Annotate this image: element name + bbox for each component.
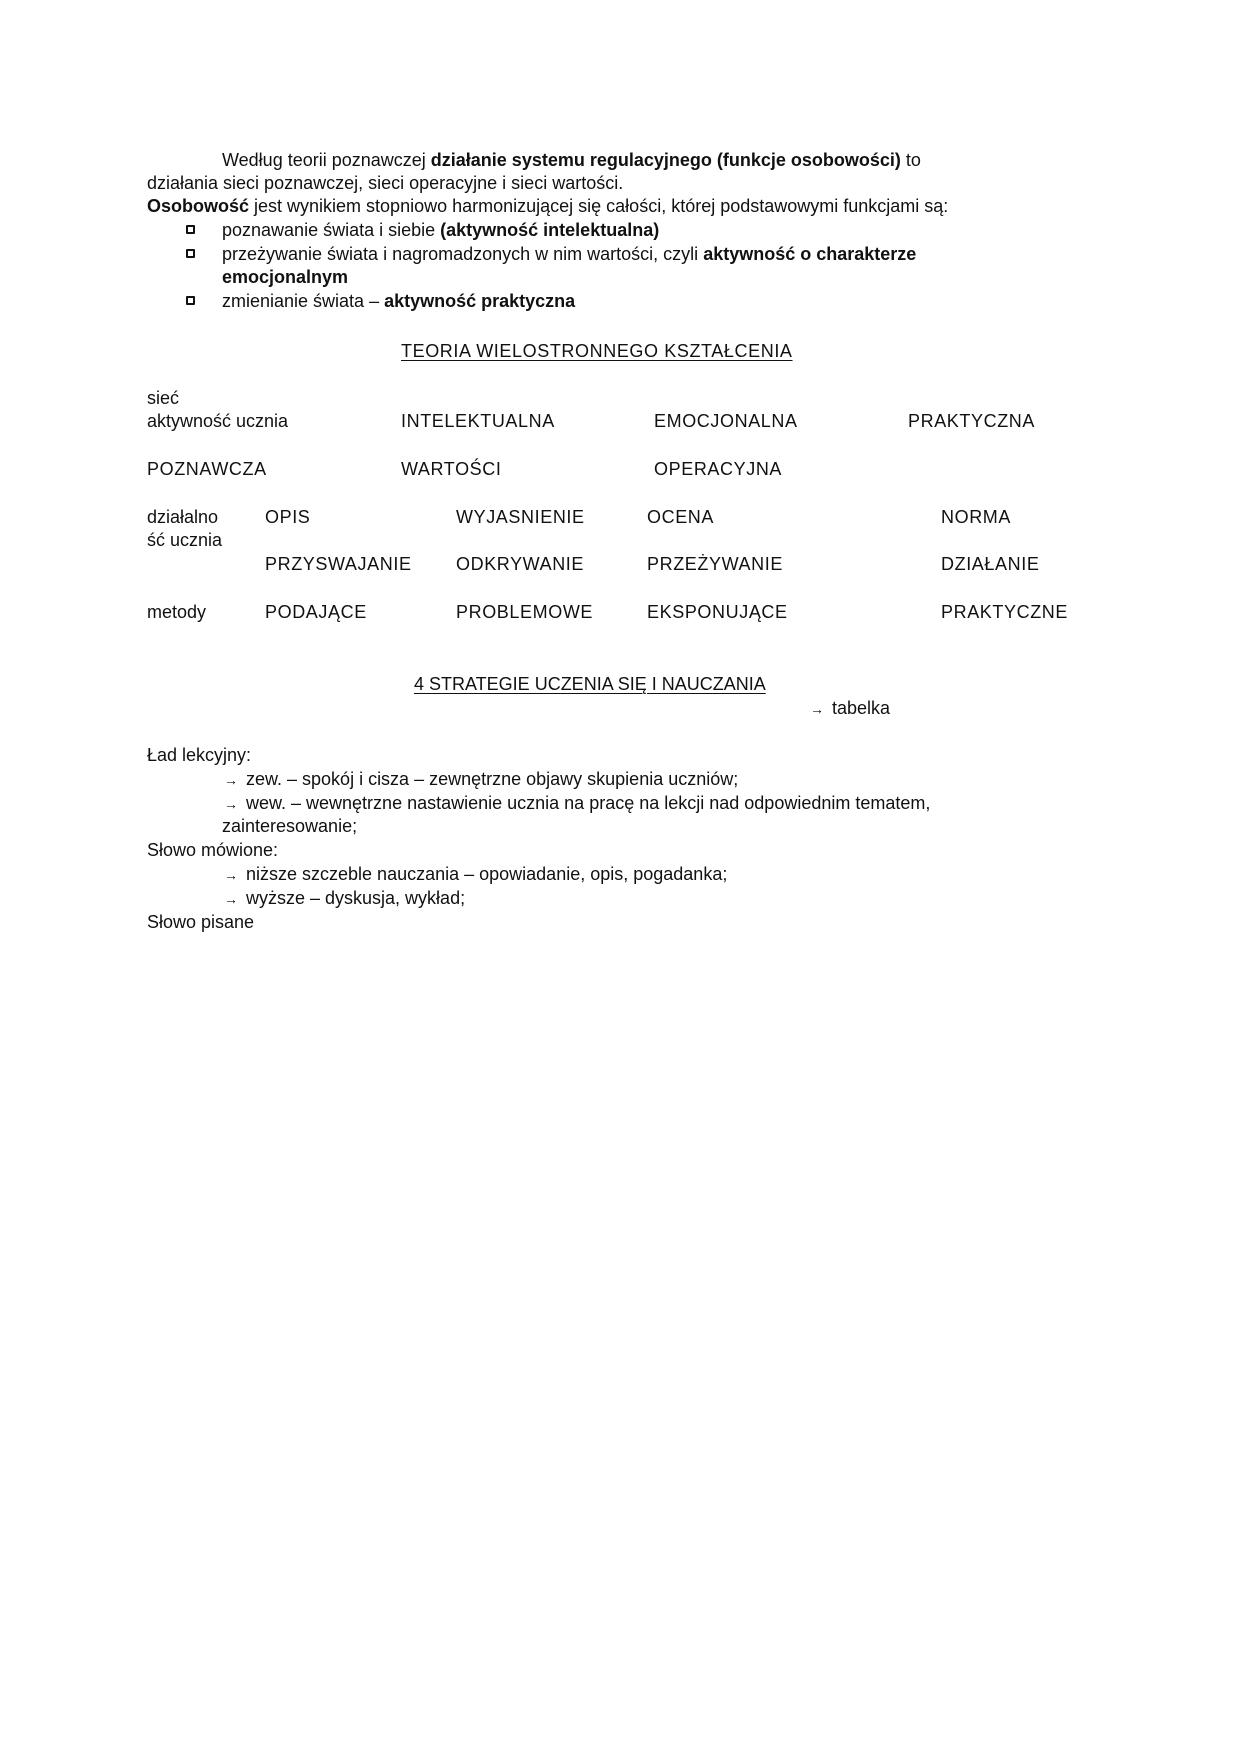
intro-line-2: działania sieci poznawczej, sieci operacyjne i sieci wartości.: [147, 173, 624, 193]
intro-line-3: Osobowość jest wynikiem stopniowo harmonizującej się całości, której podstawowymi funkcjami są:: [147, 196, 949, 216]
arrow-right-icon: →: [224, 891, 238, 907]
tabelka-note: → tabelka: [810, 698, 891, 718]
function-item-continuation: emocjonalnym: [222, 267, 349, 287]
lad-heading: Ład lekcyjny:: [147, 745, 252, 765]
osobowosc-term: Osobowość: [147, 196, 250, 216]
square-bullet-icon: [186, 296, 195, 305]
arrow-right-icon: →: [224, 867, 238, 883]
siec-cell: POZNAWCZA: [147, 459, 267, 479]
dzialalnosc-cell: PRZYSWAJANIE: [265, 554, 412, 574]
section-title-teoria: TEORIA WIELOSTRONNEGO KSZTAŁCENIA: [401, 341, 793, 361]
square-bullet-icon: [186, 225, 195, 234]
dzialalnosc-cell: WYJASNIENIE: [456, 507, 585, 527]
intro-line-1: Według teorii poznawczej działanie systemu regulacyjnego (funkcje osobowości) to: [222, 150, 921, 170]
slowo-mowione-item: → wyższe – dyskusja, wykład;: [224, 888, 466, 908]
dzialalnosc-cell: PRZEŻYWANIE: [647, 554, 783, 574]
label-metody: metody: [147, 602, 207, 622]
square-bullet-icon: [186, 249, 195, 258]
metody-cell: PODAJĄCE: [265, 602, 367, 622]
dzialalnosc-cell: OPIS: [265, 507, 311, 527]
metody-cell: PROBLEMOWE: [456, 602, 594, 622]
dzialalnosc-cell: NORMA: [941, 507, 1011, 527]
slowo-pisane-heading: Słowo pisane: [147, 912, 255, 932]
function-item: przeżywanie świata i nagromadzonych w nim wartości, czyli aktywność o charakterze: [222, 244, 917, 264]
function-item: poznawanie świata i siebie (aktywność intelektualna): [222, 220, 660, 240]
dzialalnosc-cell: OCENA: [647, 507, 715, 527]
aktywnosc-cell: INTELEKTUALNA: [401, 411, 555, 431]
function-item: zmienianie świata – aktywność praktyczna: [222, 291, 576, 311]
dzialalnosc-cell: ODKRYWANIE: [456, 554, 585, 574]
slowo-mowione-item: → niższe szczeble nauczania – opowiadanie, opis, pogadanka;: [224, 864, 728, 884]
lad-item: → zew. – spokój i cisza – zewnętrzne objawy skupienia uczniów;: [224, 769, 739, 789]
intro-bold-phrase: działanie systemu regulacyjnego (funkcje osobowości): [430, 150, 901, 170]
siec-cell: WARTOŚCI: [401, 459, 502, 479]
slowo-mowione-heading: Słowo mówione:: [147, 840, 279, 860]
arrow-right-icon: →: [224, 772, 238, 788]
dzialalnosc-cell: DZIAŁANIE: [941, 554, 1040, 574]
lad-item: → wew. – wewnętrzne nastawienie ucznia na pracę na lekcji nad odpowiednim tematem,: [224, 793, 931, 813]
aktywnosc-cell: EMOCJONALNA: [654, 411, 798, 431]
arrow-right-icon: →: [224, 796, 238, 812]
metody-cell: PRAKTYCZNE: [941, 602, 1069, 622]
metody-cell: EKSPONUJĄCE: [647, 602, 788, 622]
aktywnosc-cell: PRAKTYCZNA: [908, 411, 1036, 431]
label-dzialalnosc-1: działalno: [147, 507, 219, 527]
arrow-right-icon: →: [810, 701, 824, 717]
label-dzialalnosc-2: ść ucznia: [147, 530, 223, 550]
section-title-strategie: 4 STRATEGIE UCZENIA SIĘ I NAUCZANIA: [414, 674, 766, 694]
label-siec: sieć: [147, 388, 180, 408]
siec-cell: OPERACYJNA: [654, 459, 783, 479]
lad-item-continuation: zainteresowanie;: [222, 816, 358, 836]
label-aktywnosc-ucznia: aktywność ucznia: [147, 411, 289, 431]
